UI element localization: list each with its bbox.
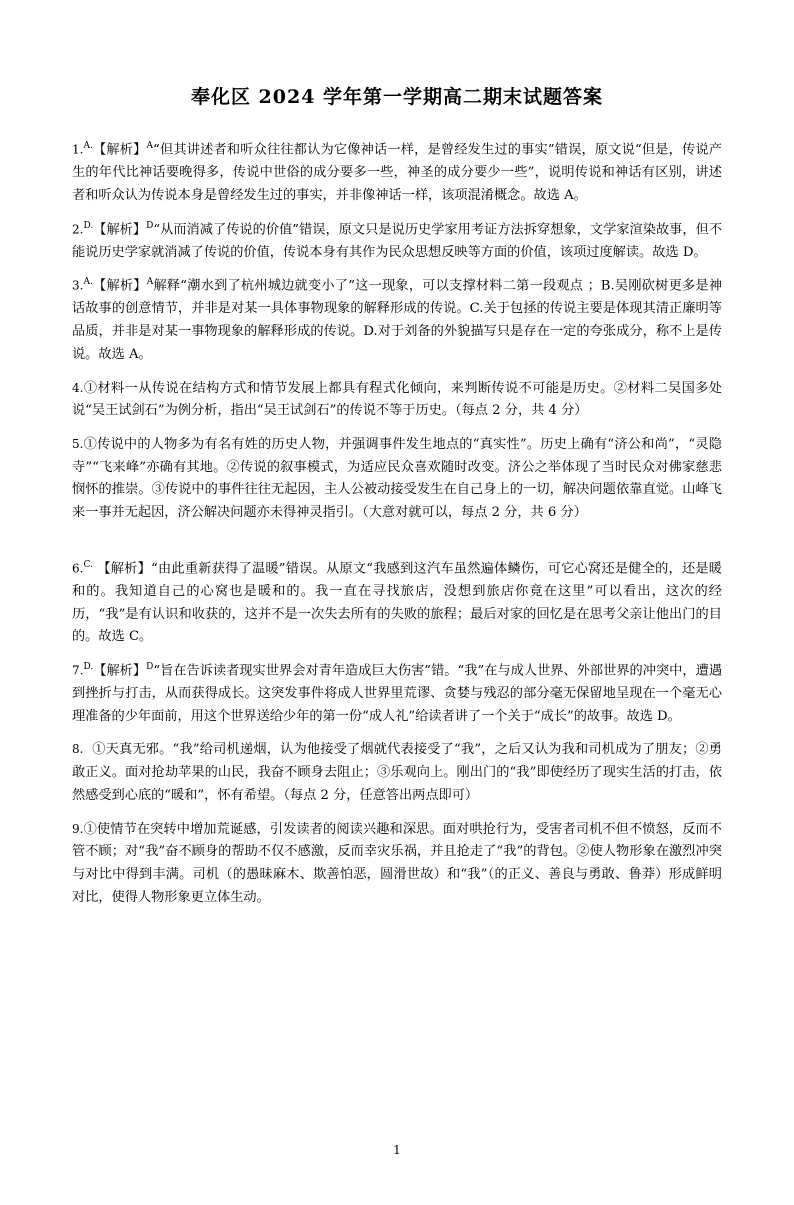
- answer-item-3: [72, 275, 722, 366]
- answer-text: ①材料一从传说在结构方式和情节发展上都具有程式化倾向，来判断传说不可能是历史。②材料二吴国多处说“吴王试剑石”为例分析，指出“吴王试剑石”的传说不等于历史。（每点 2 分，共 4 分）: [72, 380, 722, 419]
- answer-sup: A: [146, 141, 154, 151]
- answer-sup: A: [146, 277, 154, 288]
- answer-text: ①使情节在突转中增加荒诞感，引发读者的阅读兴趣和深思。面对哄抢行为，受害者司机不但不愤怒，反而不管不顾；对“我”奋不顾身的帮助不仅不感激，反而幸灾乐祸，并且抢走了“我”的背包。②使人物形象在激烈冲突与对比中得到丰满。司机（的愚昧麻木、欺善怕恶，圆滑世故）和“我”（的正义、善良与勇敢、鲁莽）形成鲜明对比，使得人物形象更立体生动。: [72, 821, 722, 905]
- answer-option: D.: [83, 220, 94, 231]
- answer-text: ①传说中的人物多为有名有姓的历史人物，并强调事件发生地点的“真实性”。历史上确有“济公和尚”，“灵隐寺”“飞来峰”亦确有其地。②传说的叙事模式，为适应民众喜欢随时改变。济公之举体现了当时民众对佛家慈悲悯怀的推崇。③传说中的事件往往无起因，主人公被动接受发生在自己身上的一切，解决问题依靠直觉。山峰飞来一事并无起因，济公解决问题亦未得神灵指引。（大意对就可以，每点 2 分，共 6 分）: [72, 436, 722, 521]
- answer-option: C.: [83, 559, 93, 570]
- answer-label: 【解析】: [93, 663, 147, 679]
- answer-sup: D: [146, 220, 154, 231]
- answer-label: 【解析】: [92, 142, 147, 158]
- answer-label: 【解析】: [93, 221, 147, 237]
- answer-item-2: [72, 219, 722, 265]
- answer-item-7: [72, 660, 722, 729]
- answer-number: 8.: [72, 742, 84, 757]
- answer-sheet-page: [0, 82, 794, 1205]
- answer-item-8: [72, 739, 722, 807]
- answer-number: 4.: [72, 380, 84, 395]
- answer-number: 7.: [72, 663, 84, 678]
- section-spacer: [72, 536, 722, 558]
- answer-option: A.: [83, 277, 93, 288]
- answer-item-1: [72, 139, 722, 208]
- answer-text: “旨在告诉读者现实世界会对青年造成巨大伤害”错。“我”在与成人世界、外部世界的冲突中，遭遇到挫折与打击，从而获得成长。这突发事件将成人世界里荒谬、贪婪与残忍的部分毫无保留地呈现在一个毫无心理准备的少年面前，用这个世界送给少年的第一份“成人礼”给读者讲了一个关于“成长”的故事。故选 D。: [72, 663, 723, 724]
- page-title: 奉化区 2024 学年第一学期高二期末试题答案: [190, 86, 604, 108]
- answer-number: 2.: [72, 221, 84, 236]
- answer-text: “但其讲述者和听众往往都认为它像神话一样，是曾经发生过的事实”错误，原文说“但是，传说产生的年代比神话要晚得多，传说中世俗的成分要多一些，神圣的成分要少一些”，说明传说和神话有区别，讲述者和听众认为传说本身是曾经发生过的事实，并非像神话一样，该项混淆概念。故选 A。: [72, 142, 722, 203]
- page-number: 1: [393, 1143, 401, 1157]
- answer-number: 5.: [72, 436, 84, 451]
- answer-text: “从而消减了传说的价值”错误，原文只是说历史学家用考证方法拆穿想象，文学家渲染故事，但不能说历史学家就消减了传说的价值，传说本身有其作为民众思想反映等方面的价值，该项过度解读。故选 D。: [72, 221, 723, 260]
- answer-number: 9.: [72, 821, 84, 836]
- answer-sup: D: [146, 661, 154, 672]
- answer-text: “由此重新获得了温暖”错误。从原文“我感到这汽车虽然遍体鳞伤，可它心窝还是健全的，还是暖和的。我知道自己的心窝也是暖和的。我一直在寻找旅店，没想到旅店你竟在这里”可以看出，这次的经历，“我”是有认识和收获的，这并不是一次失去所有的失败的旅程；最后对家的回忆是在思考父亲让他出门的目的。故选 C。: [72, 561, 722, 645]
- answer-item-5: [72, 434, 722, 525]
- answer-number: 6.: [72, 561, 84, 576]
- answer-item-6: [72, 558, 722, 649]
- answer-label: 【解析】: [92, 278, 147, 294]
- answer-item-4: [72, 378, 722, 423]
- answer-text: 解释“潮水到了杭州城边就变小了”这一现象，可以支撑材料二第一段观点 ；B.吴刚砍树更多是神话故事的创意情节，并非是对某一具体事物现象的解释形成的传说。C.关于包拯的传说主要是体现其清正廉明等品质，并非是对某一事物现象的解释形成的传说。D.对于刘备的外貌描写只是存在一定的夸张成分，称不上是传说。故选 A。: [72, 278, 723, 362]
- answer-item-9: [72, 819, 722, 910]
- answer-number: 3.: [72, 278, 84, 293]
- answer-label: 【解析】: [97, 561, 152, 577]
- answer-text: ①天真无邪。“我”给司机递烟，认为他接受了烟就代表接受了“我”，之后又认为我和司机成为了朋友；②勇敢正义。面对抢劫苹果的山民，我奋不顾身去阻止；③乐观向上。刚出门的“我”即使经历了现实生活的打击，依然感受到心底的“暖和”，怀有希望。（每点 2 分，任意答出两点即可）: [72, 742, 722, 803]
- answer-option: A.: [83, 141, 93, 151]
- answer-number: 1.: [72, 142, 84, 157]
- answer-option: D.: [83, 661, 94, 672]
